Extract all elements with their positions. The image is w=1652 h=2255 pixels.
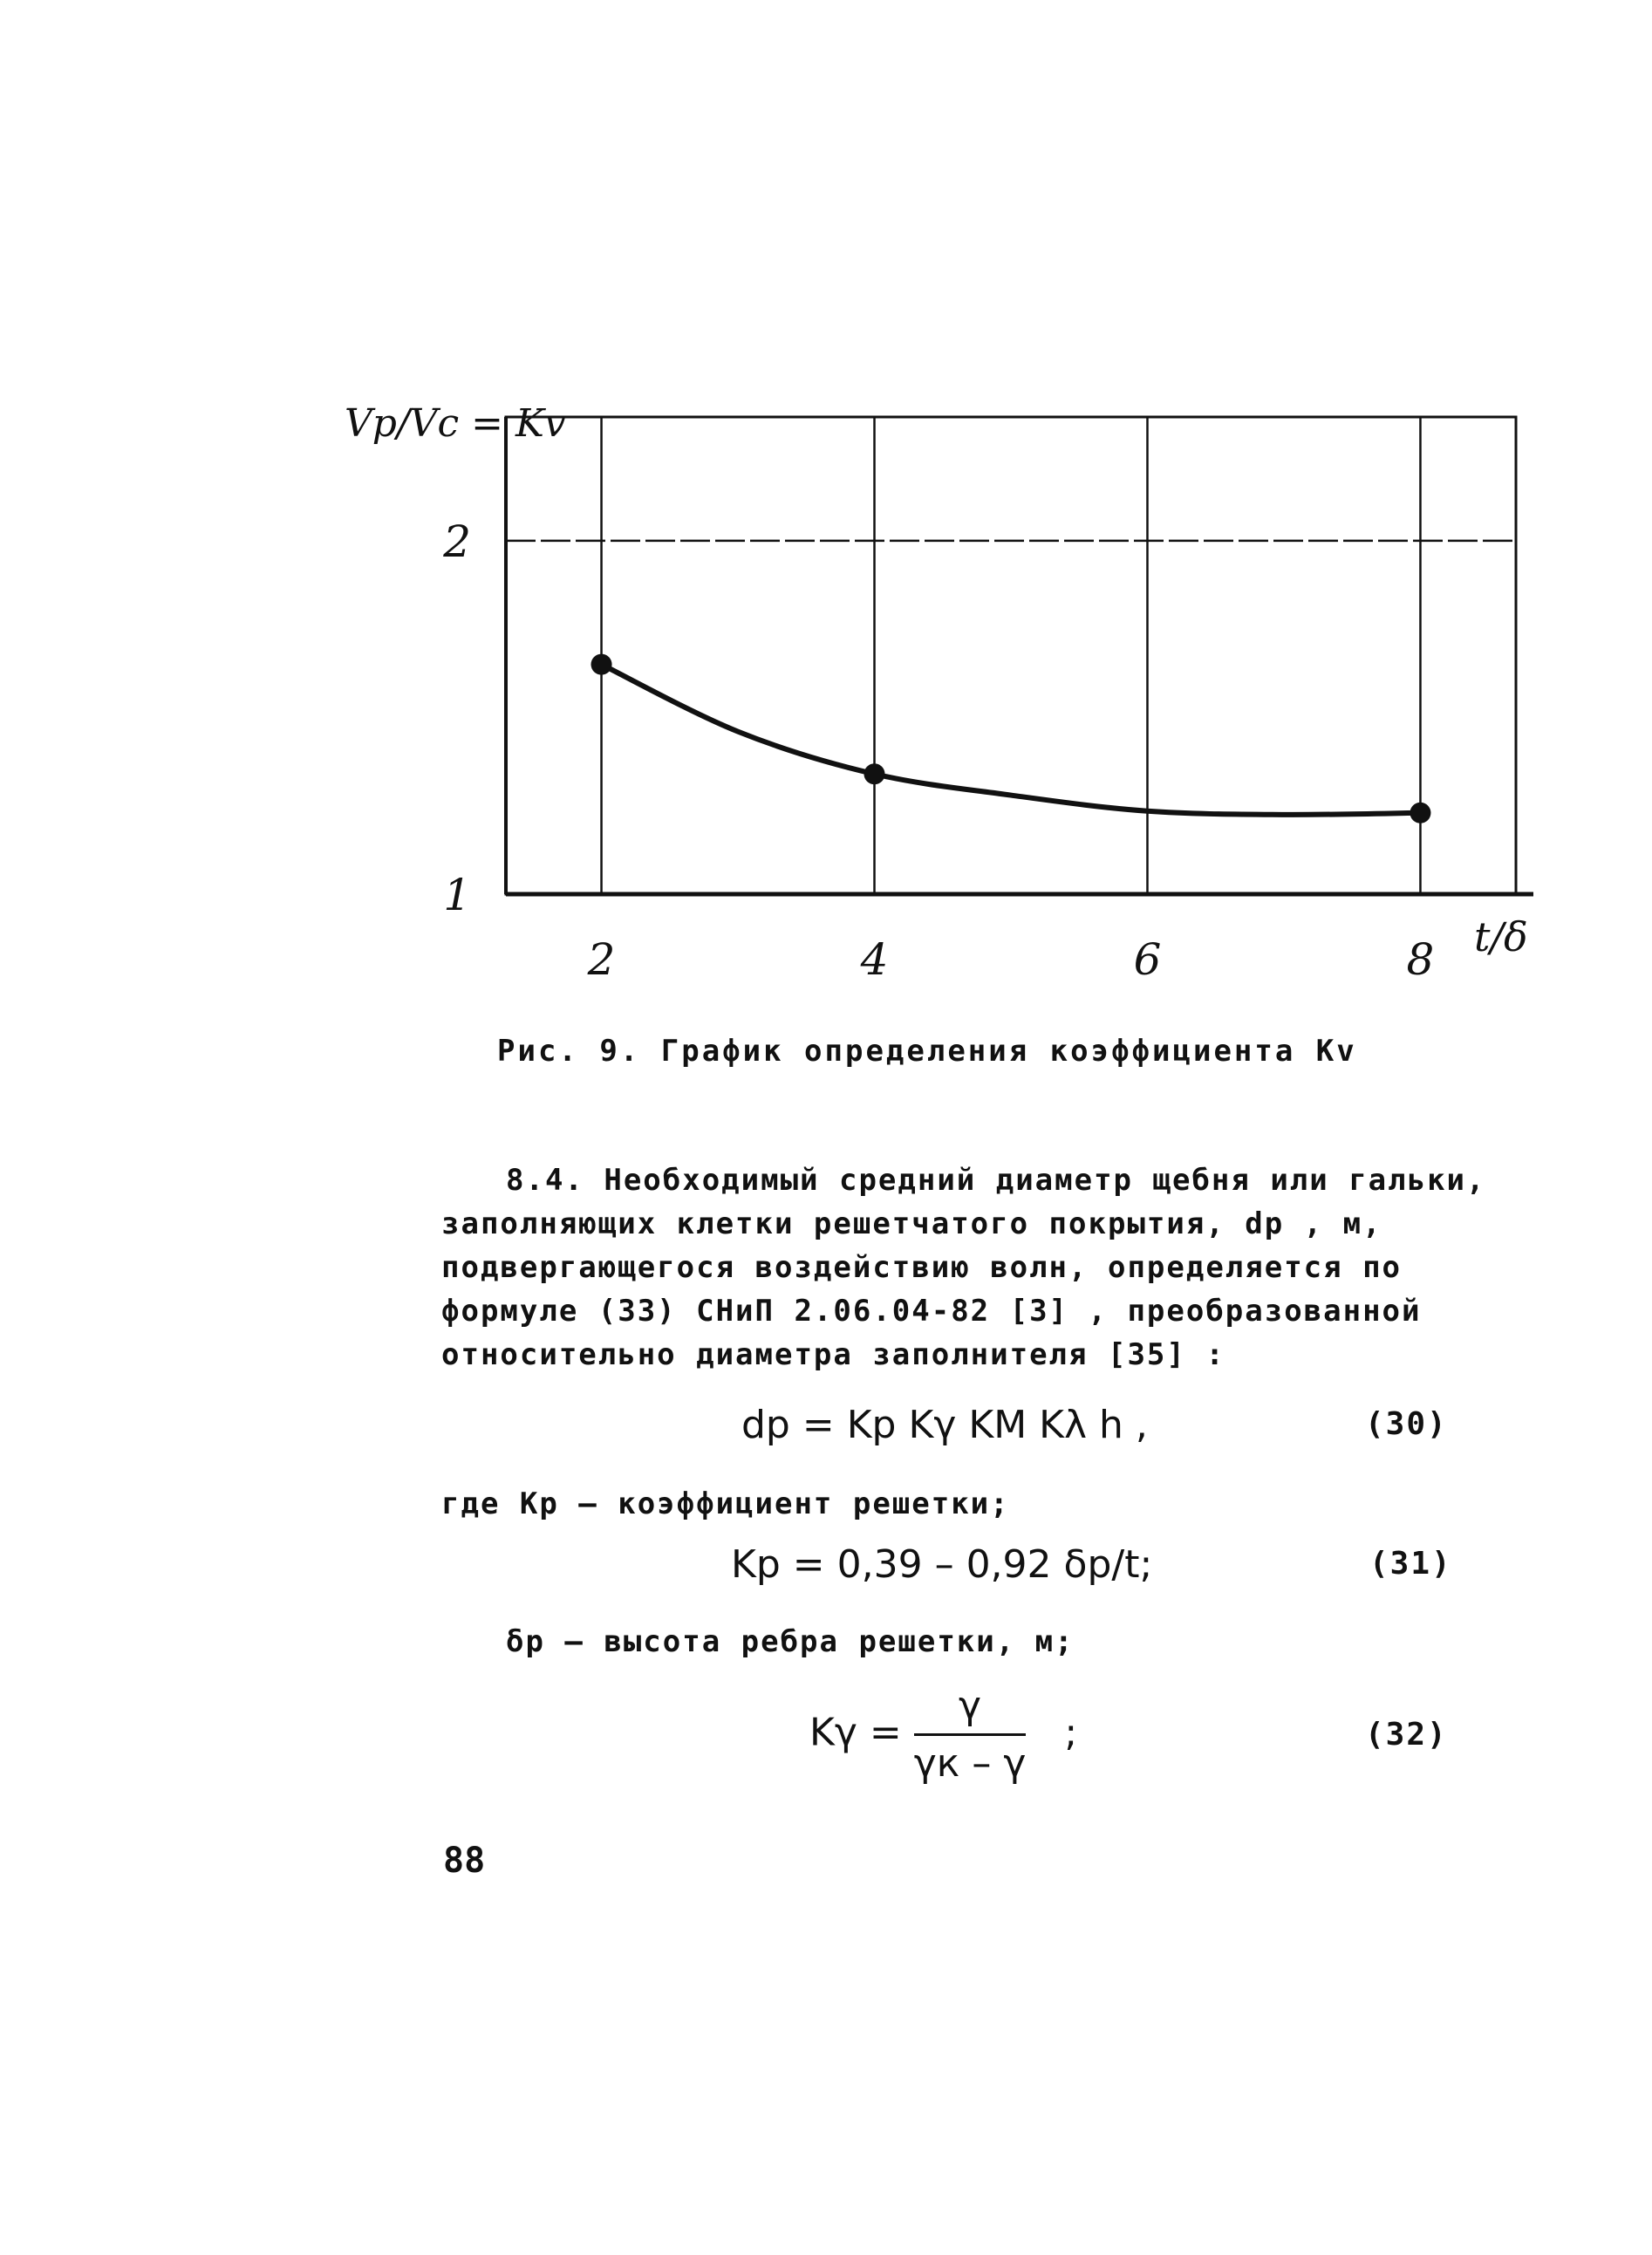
x-tick-label-8: 8	[1406, 934, 1435, 985]
kv-chart	[0, 0, 1652, 1029]
chart-points-layer	[591, 654, 1431, 823]
formula-32-lhs: Kγ =	[809, 1710, 902, 1755]
chart-curve-layer	[602, 665, 1421, 815]
y-tick-labels	[442, 516, 471, 920]
plot-frame	[506, 417, 1516, 894]
where-delta-line: δр – высота ребра решетки, м;	[506, 1624, 1075, 1659]
formula-32-tail: ;	[1064, 1710, 1078, 1755]
formula-32-denominator: γк – γ	[913, 1741, 1027, 1786]
formula-30-expr: dр = Kр Kγ KM Kλ h ,	[741, 1403, 1148, 1447]
formula-32-numerator: γ	[914, 1684, 1027, 1736]
figure-caption: Рис. 9. График определения коэффициента Kv	[497, 1034, 1357, 1069]
formula-30	[741, 1403, 1148, 1447]
where-kp-line: где Kр – коэффициент решетки;	[441, 1486, 1010, 1521]
data-point-3	[1410, 803, 1430, 823]
formula-31-expr: Kр = 0,39 – 0,92 δр/t;	[731, 1542, 1153, 1587]
data-point-2	[864, 763, 885, 784]
y-tick-label-1: 1	[443, 870, 471, 920]
chart-frame	[506, 417, 1533, 894]
page-number: 88	[443, 1841, 486, 1881]
equation-number-32: (32)	[1365, 1717, 1448, 1753]
x-tick-labels	[587, 934, 1435, 985]
formula-32-fraction	[914, 1684, 1027, 1786]
paragraph-8-4	[441, 1158, 1532, 1377]
x-axis-label: t/δ	[1474, 913, 1528, 960]
equation-number-30: (30)	[1365, 1406, 1448, 1442]
paragraph-text: 8.4. Необходимый средний диаметр щебня или гальки, заполняющих клетки решетчатого покрытия, dр , м, подвергающегося воздействию волн, определяется по формуле (33) СНиП 2.06.04-82 [3] , преобразованной относительно диаметра заполнителя [35] :	[441, 1163, 1486, 1372]
kv-curve	[602, 665, 1421, 815]
data-point-1	[591, 654, 612, 675]
formula-31	[731, 1542, 1152, 1587]
y-tick-label-2: 2	[443, 516, 471, 567]
x-tick-label-6: 6	[1133, 934, 1162, 985]
x-tick-label-2: 2	[587, 934, 616, 985]
chart-grid	[506, 417, 1516, 894]
equation-number-31: (31)	[1369, 1546, 1452, 1582]
y-axis-label: Vp/Vc = Kv	[345, 401, 566, 446]
formula-32	[809, 1684, 1077, 1786]
x-tick-label-4: 4	[860, 934, 889, 985]
